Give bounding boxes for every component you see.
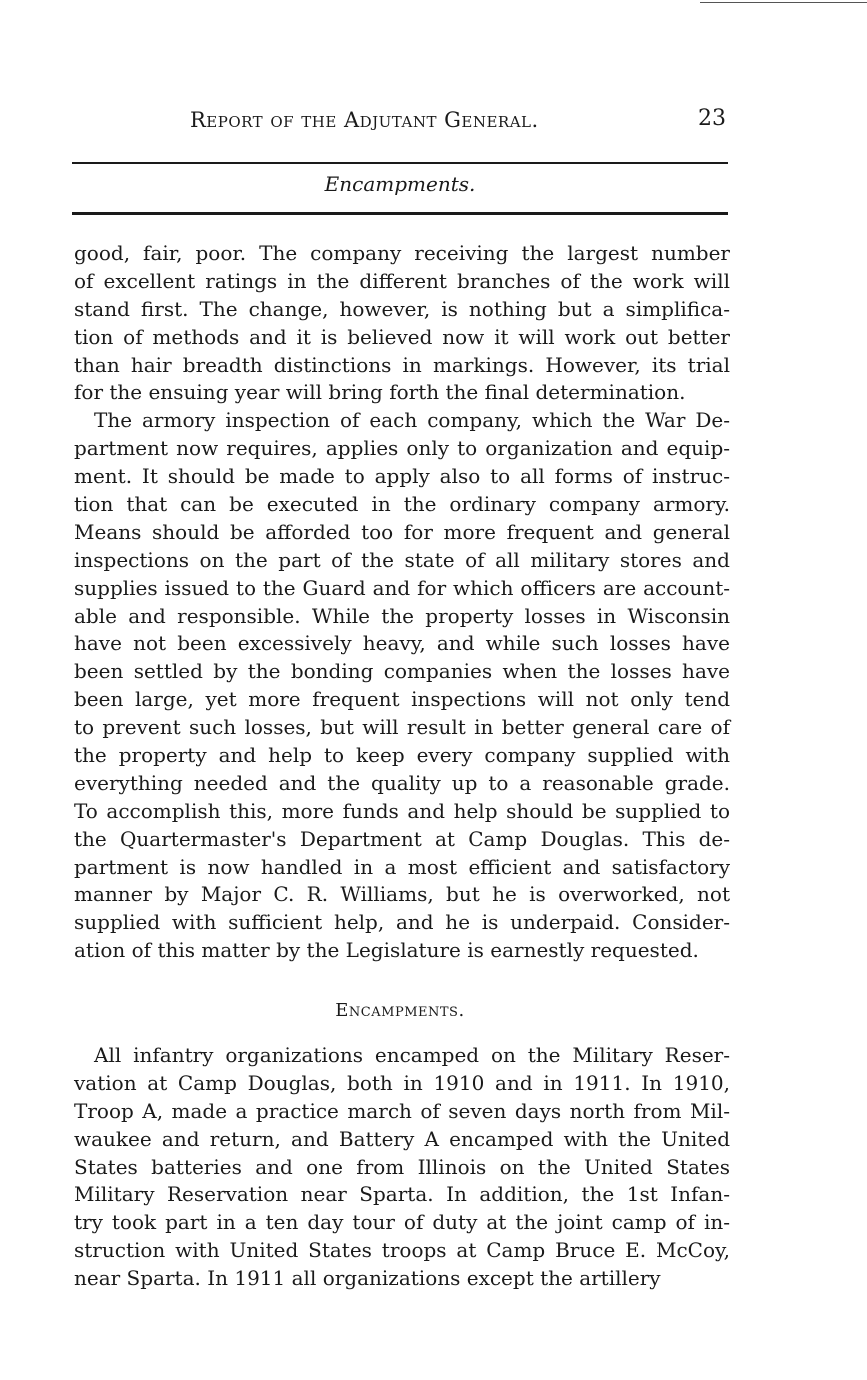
text-line: everything needed and the quality up to a reasonable grade. <box>74 770 730 795</box>
header-rule-top <box>72 162 728 164</box>
text-line: The armory inspection of each company, which the War De- <box>74 408 730 433</box>
text-line: stand first. The change, however, is nothing but a simplifica- <box>74 296 730 321</box>
text-line: Means should be afforded too for more frequent and general <box>74 519 730 544</box>
text-line: vation at Camp Douglas, both in 1910 and in 1911. In 1910, <box>74 1070 730 1095</box>
text-line: the property and help to keep every company supplied with <box>74 743 730 768</box>
text-line: partment is now handled in a most efficient and satisfactory <box>74 854 730 879</box>
text-line: struction with United States troops at Camp Bruce E. McCoy, <box>74 1238 730 1263</box>
text-line: Military Reservation near Sparta. In addition, the 1st Infan- <box>74 1182 730 1207</box>
section-title: Encampments. <box>324 172 476 196</box>
page-number: 23 <box>698 106 726 131</box>
text-line: supplies issued to the Guard and for which officers are account- <box>74 575 730 600</box>
text-line: supplied with sufficient help, and he is underpaid. Consider- <box>74 910 730 935</box>
text-line: able and responsible. While the property losses in Wisconsin <box>74 603 730 628</box>
text-line: ation of this matter by the Legislature is earnestly requested. <box>74 938 699 963</box>
text-line: tion that can be executed in the ordinary company armory. <box>74 492 730 517</box>
text-line: for the ensuing year will bring forth the final determination. <box>74 380 686 405</box>
text-line: than hair breadth distinctions in markings. However, its trial <box>74 352 730 377</box>
text-line: inspections on the part of the state of all military stores and <box>74 547 730 572</box>
running-head <box>74 104 728 138</box>
text-line: of excellent ratings in the different branches of the work will <box>74 268 730 293</box>
text-line: States batteries and one from Illinois on the United States <box>74 1154 730 1179</box>
text-line: been settled by the bonding companies when the losses have <box>74 659 730 684</box>
text-line: try took part in a ten day tour of duty at the joint camp of in- <box>74 1210 730 1235</box>
page-top-edge-mark <box>700 2 867 3</box>
text-line: Troop A, made a practice march of seven days north from Mil- <box>74 1098 730 1123</box>
text-line: All infantry organizations encamped on the Military Reser- <box>74 1043 730 1067</box>
body-text-block-2 <box>74 1042 730 1293</box>
text-line: manner by Major C. R. Williams, but he is overworked, not <box>74 882 730 907</box>
text-line: partment now requires, applies only to organization and equip- <box>74 436 730 461</box>
running-title: Report of the Adjutant General. <box>190 108 539 132</box>
text-line: good, fair, poor. The company receiving the largest number <box>74 241 730 265</box>
text-line: to prevent such losses, but will result in better general care of <box>74 715 730 740</box>
text-line: waukee and return, and Battery A encamped with the United <box>74 1126 730 1151</box>
text-line: the Quartermaster's Department at Camp Douglas. This de- <box>74 826 730 851</box>
text-line: To accomplish this, more funds and help should be supplied to <box>74 798 730 823</box>
text-line: tion of methods and it is believed now it will work out better <box>74 324 730 349</box>
text-line: ment. It should be made to apply also to all forms of instruc- <box>74 464 730 489</box>
text-line: have not been excessively heavy, and while such losses have <box>74 631 730 656</box>
body-text-block-1 <box>74 240 730 965</box>
section-heading: Encampments. <box>335 1000 465 1021</box>
header-rule-bottom <box>72 212 728 215</box>
text-line: been large, yet more frequent inspections will not only tend <box>74 687 730 712</box>
text-line: near Sparta. In 1911 all organizations except the artillery <box>74 1266 661 1291</box>
